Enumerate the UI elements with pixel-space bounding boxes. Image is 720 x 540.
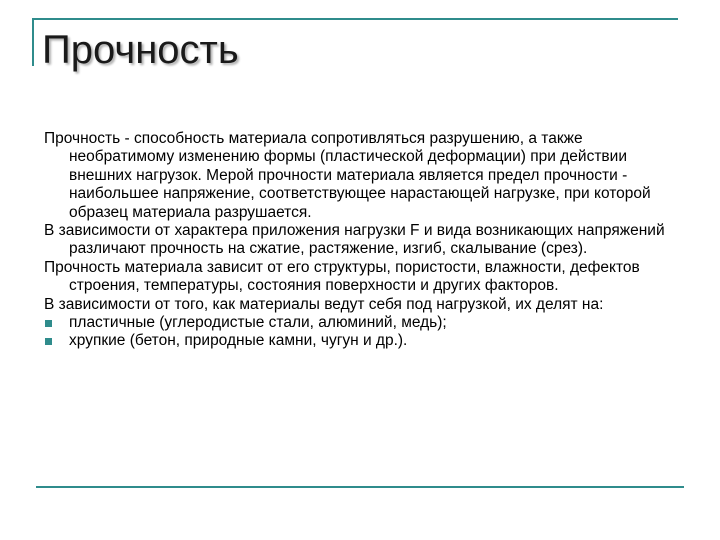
bottom-border-line (36, 486, 684, 488)
list-item-text: пластичные (углеродистые стали, алюминий, медь); (69, 314, 447, 332)
paragraph-classification: В зависимости от того, как материалы ведут себя под нагрузкой, их делят на: (44, 295, 604, 313)
paragraph-load-types: В зависимости от характера приложения нагрузки F и вида возникающих напряжений различают прочность на сжатие, растяжение, изгиб, скалывание (срез). (44, 222, 665, 258)
slide-title: Прочность (42, 28, 239, 72)
list-item (44, 332, 684, 350)
list-item (44, 314, 684, 332)
left-border-line (32, 18, 34, 66)
paragraph-definition: Прочность - способность материала сопротивляться разрушению, а также необратимому изменению формы (пластической деформации) при действии внешних нагрузок. Мерой прочности материала является предел прочности - наибольшее напряжение, соответствующее нарастающей нагрузке, при которой образец материала разрушается. (44, 130, 651, 221)
slide-body (44, 130, 684, 351)
paragraph-factors: Прочность материала зависит от его структуры, пористости, влажности, дефектов строения, температуры, состояния поверхности и других факторов. (44, 258, 640, 295)
square-bullet-icon (45, 320, 52, 327)
list-item-text: хрупкие (бетон, природные камни, чугун и др.). (69, 332, 408, 350)
square-bullet-icon (45, 338, 52, 345)
top-border-line (32, 18, 678, 20)
